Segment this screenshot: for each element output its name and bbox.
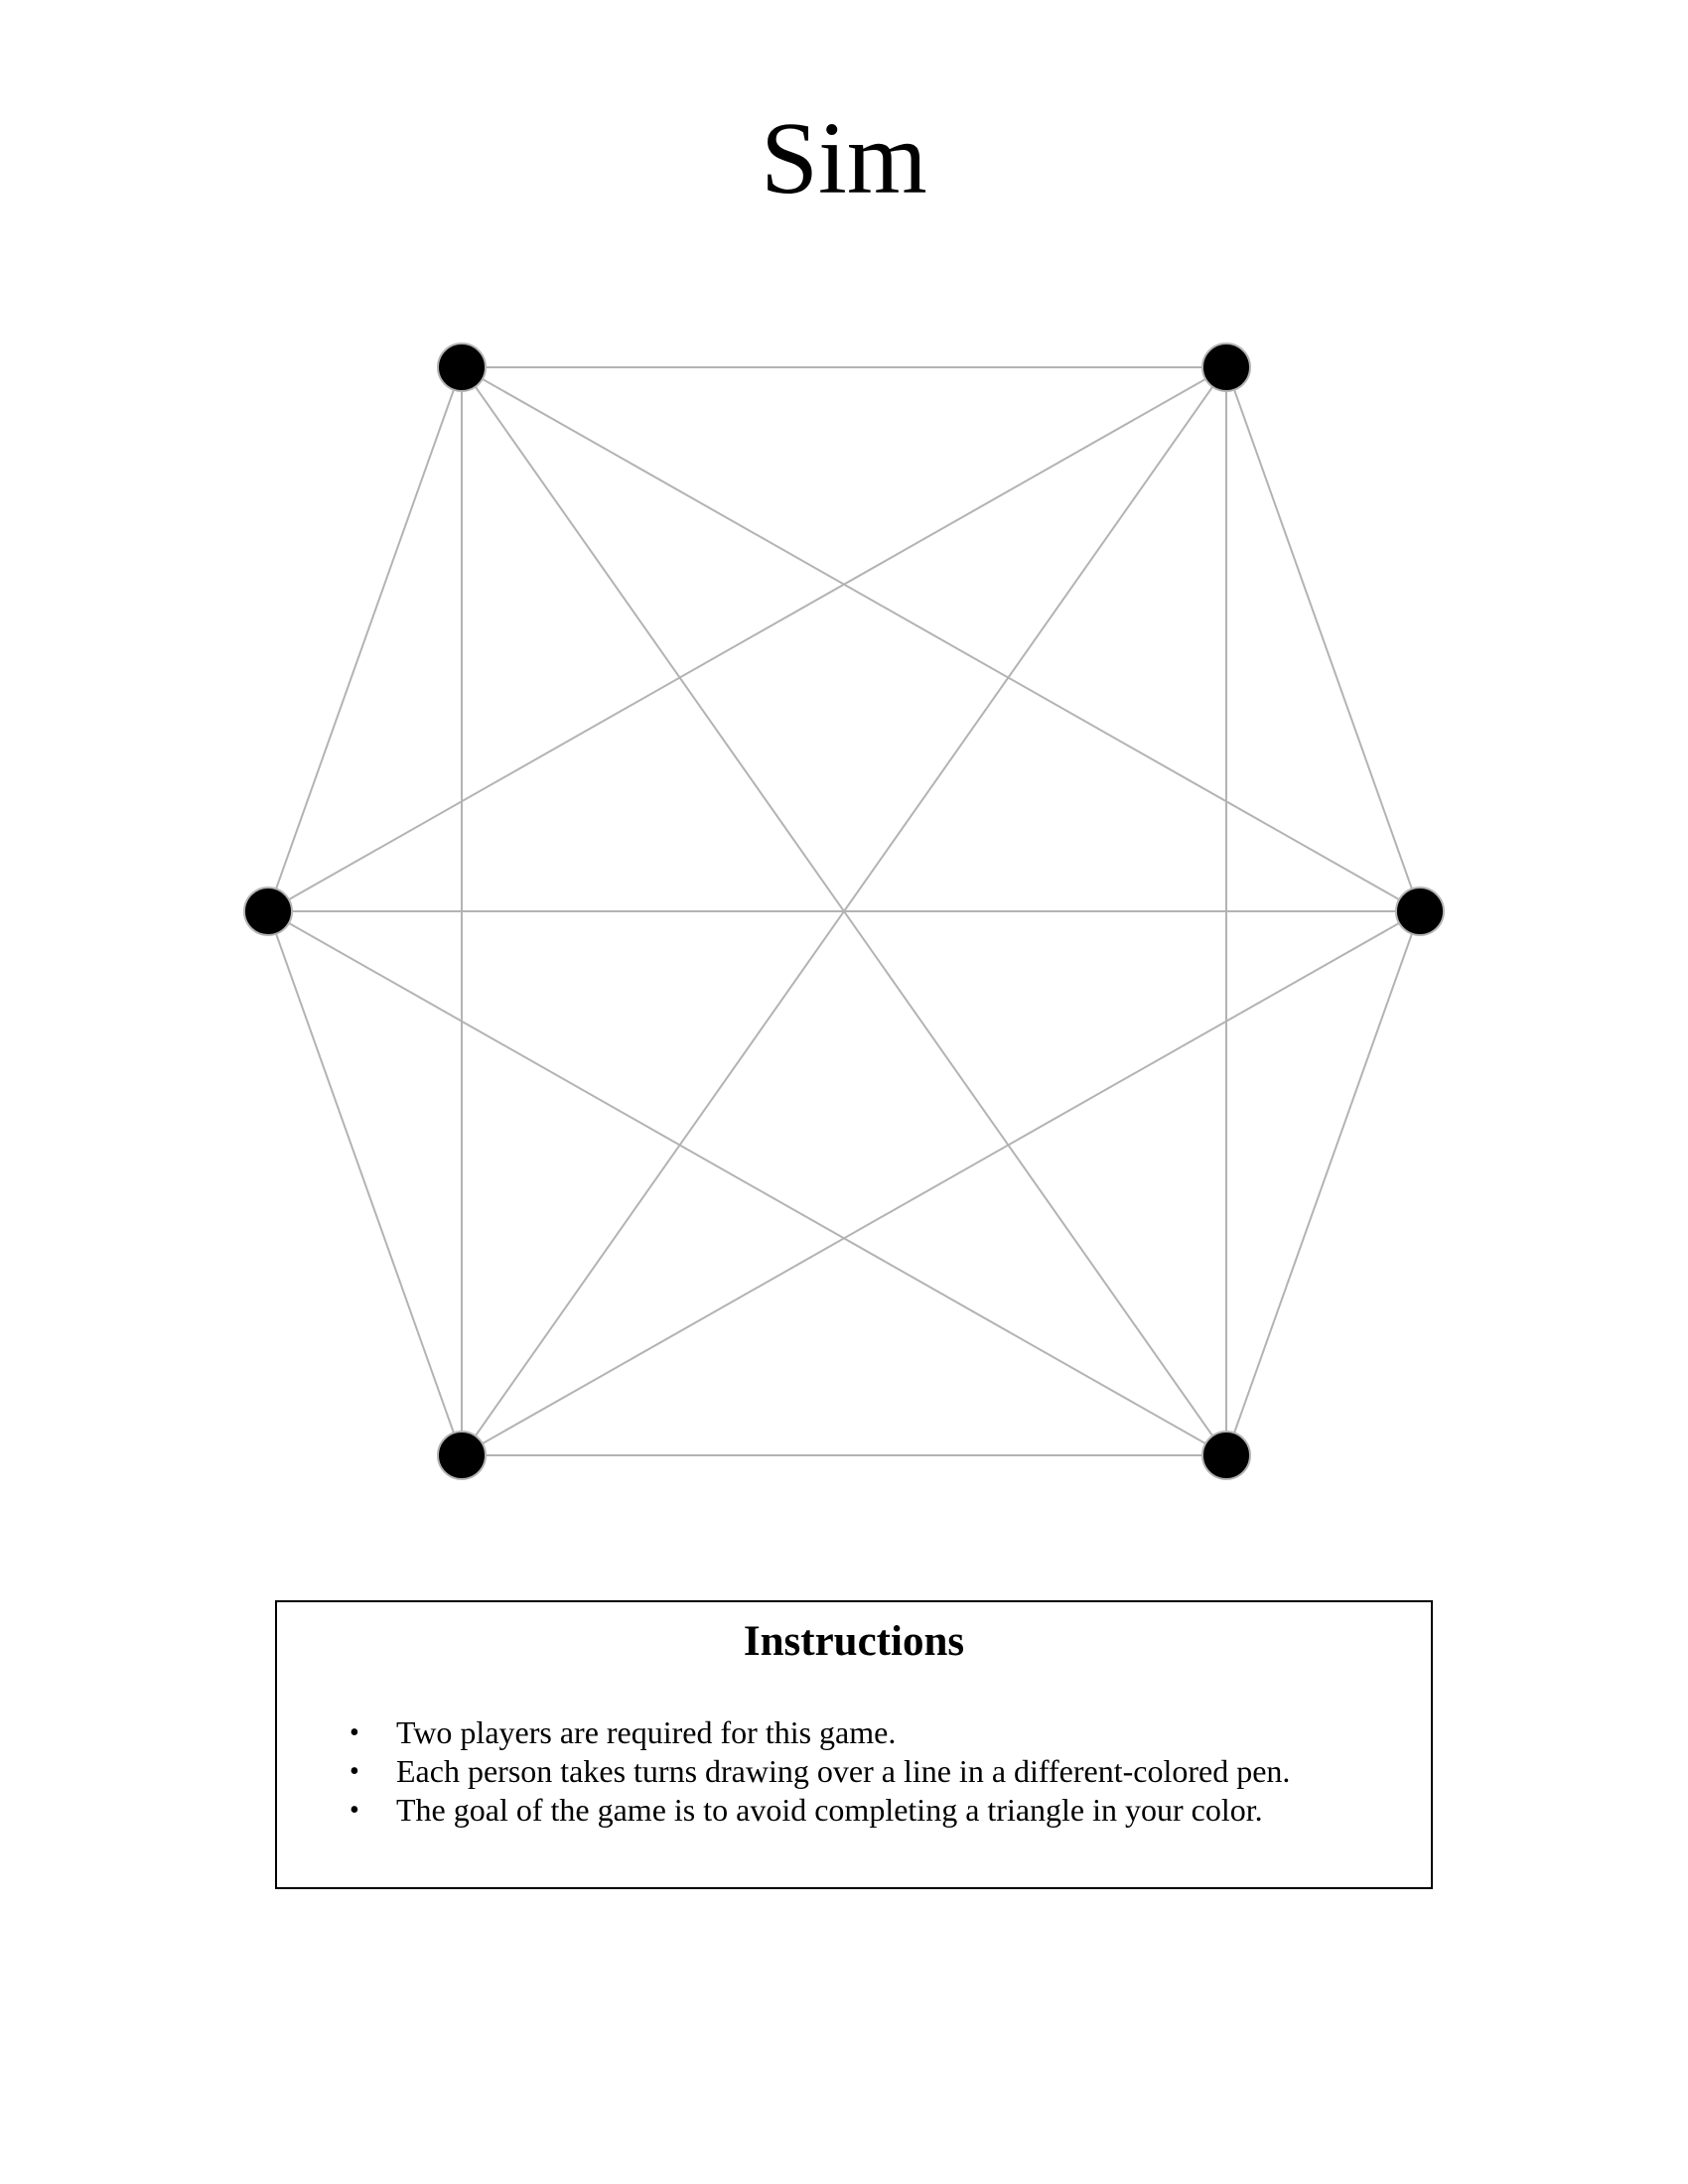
instruction-item (277, 1752, 1431, 1791)
instructions-box (275, 1600, 1433, 1889)
instruction-item (277, 1791, 1431, 1830)
vertex-2 (1202, 343, 1250, 391)
edge-5-6[interactable] (268, 911, 462, 1455)
instructions-heading: Instructions (743, 1618, 965, 1665)
edges-group (268, 367, 1420, 1455)
bullet-icon: • (350, 1717, 359, 1748)
vertex-6 (244, 887, 292, 935)
instructions-list (277, 1713, 1431, 1830)
bullet-icon: • (350, 1795, 359, 1826)
vertex-3 (1396, 887, 1444, 935)
instruction-item (277, 1713, 1431, 1752)
edge-4-6[interactable] (268, 911, 1226, 1455)
edge-3-4[interactable] (1226, 911, 1420, 1455)
vertex-4 (1202, 1432, 1250, 1479)
edge-3-5[interactable] (462, 911, 1420, 1455)
instruction-text: Two players are required for this game. (396, 1714, 897, 1750)
bullet-icon: • (350, 1756, 359, 1787)
edge-2-6[interactable] (268, 367, 1226, 911)
vertex-5 (438, 1432, 486, 1479)
instruction-text: Each person takes turns drawing over a line in a different-colored pen. (396, 1753, 1291, 1789)
page-title: Sim (761, 101, 927, 215)
edge-1-3[interactable] (462, 367, 1420, 911)
vertex-1 (438, 343, 486, 391)
edge-1-6[interactable] (268, 367, 462, 911)
edge-2-3[interactable] (1226, 367, 1420, 911)
instruction-text: The goal of the game is to avoid completing a triangle in your color. (396, 1792, 1263, 1828)
